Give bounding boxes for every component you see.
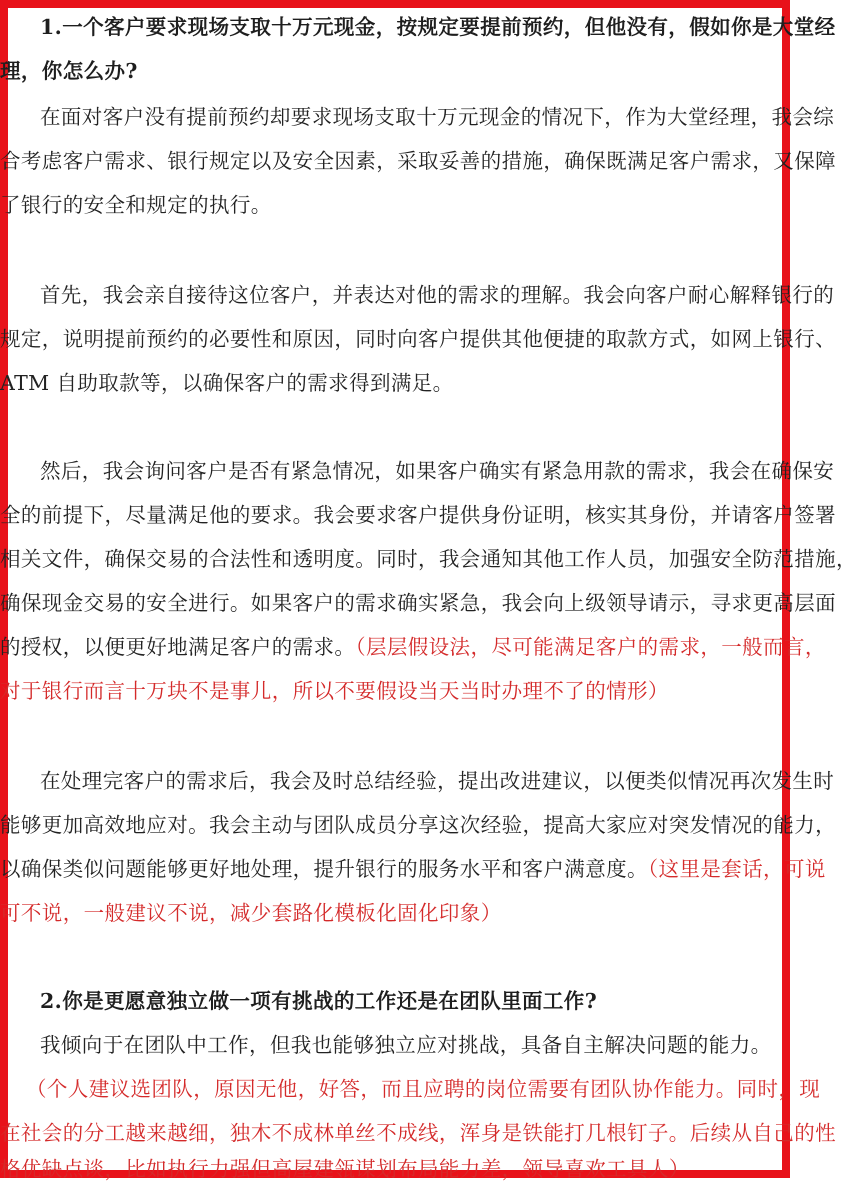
q1-paragraph-1-line: 了银行的安全和规定的执行。 xyxy=(0,193,272,217)
q1-paragraph-3-line xyxy=(0,632,826,662)
question-1-title-line-1: 1.一个客户要求现场支取十万元现金，按规定要提前预约，但他没有，假如你是大堂经 xyxy=(40,15,836,39)
q1-paragraph-4-text: 以确保类似问题能够更好地处理，提升银行的服务水平和客户满意度。 xyxy=(0,857,648,881)
q1-paragraph-3-text: 的授权，以便更好地满足客户的需求。 xyxy=(0,635,356,659)
q1-paragraph-3-line: 全的前提下，尽量满足他的要求。我会要求客户提供身份证明，核实其身份，并请客户签署 xyxy=(0,503,836,527)
q1-paragraph-2-line: 规定，说明提前预约的必要性和原因，同时向客户提供其他便捷的取款方式，如网上银行、 xyxy=(0,327,836,351)
q1-paragraph-4-line: 能够更加高效地应对。我会主动与团队成员分享这次经验，提高大家应对突发情况的能力， xyxy=(0,813,836,837)
document-page xyxy=(0,10,857,1181)
q1-paragraph-3-line: 然后，我会询问客户是否有紧急情况，如果客户确实有紧急用款的需求，我会在确保安 xyxy=(40,459,835,483)
q1-paragraph-4-note: （这里是套话，可说 xyxy=(647,857,826,881)
q2-note-line: 格优缺点谈，比如执行力强但高屋建瓴谋划布局能力差，领导喜欢工具人） xyxy=(0,1157,690,1181)
q1-paragraph-4-note-line: 可不说，一般建议不说，减少套路化模板化固化印象） xyxy=(0,901,502,925)
q1-paragraph-3-line: 确保现金交易的安全进行。如果客户的需求确实紧急，我会向上级领导请示，寻求更高层面 xyxy=(0,591,836,615)
question-1-title-line-2: 理，你怎么办? xyxy=(0,59,138,83)
question-2-title: 2.你是更愿意独立做一项有挑战的工作还是在团队里面工作? xyxy=(40,989,598,1013)
q1-paragraph-2-line: ATM 自助取款等，以确保客户的需求得到满足。 xyxy=(0,371,454,395)
q1-paragraph-3-note: （层层假设法，尽可能满足客户的需求，一般而言， xyxy=(355,635,826,659)
q2-note-line: （个人建议选团队，原因无他，好答，而且应聘的岗位需要有团队协作能力。同时，现 xyxy=(26,1077,821,1101)
q2-note-line: 在社会的分工越来越细，独木不成林单丝不成线，浑身是铁能打几根钉子。后续从自己的性 xyxy=(0,1121,836,1145)
q1-paragraph-4-line xyxy=(0,854,826,884)
q1-paragraph-3-note-line: 对于银行而言十万块不是事儿，所以不要假设当天当时办理不了的情形） xyxy=(0,679,669,703)
q2-answer: 我倾向于在团队中工作，但我也能够独立应对挑战，具备自主解决问题的能力。 xyxy=(40,1033,772,1057)
q1-paragraph-4-line: 在处理完客户的需求后，我会及时总结经验，提出改进建议，以便类似情况再次发生时 xyxy=(40,769,835,793)
q1-paragraph-1-line: 合考虑客户需求、银行规定以及安全因素，采取妥善的措施，确保既满足客户需求，又保障 xyxy=(0,149,836,173)
q1-paragraph-1-line: 在面对客户没有提前预约却要求现场支取十万元现金的情况下，作为大堂经理，我会综 xyxy=(40,105,835,129)
q1-paragraph-3-line: 相关文件，确保交易的合法性和透明度。同时，我会通知其他工作人员，加强安全防范措施， xyxy=(0,547,857,571)
q1-paragraph-2-line: 首先，我会亲自接待这位客户，并表达对他的需求的理解。我会向客户耐心解释银行的 xyxy=(40,283,835,307)
